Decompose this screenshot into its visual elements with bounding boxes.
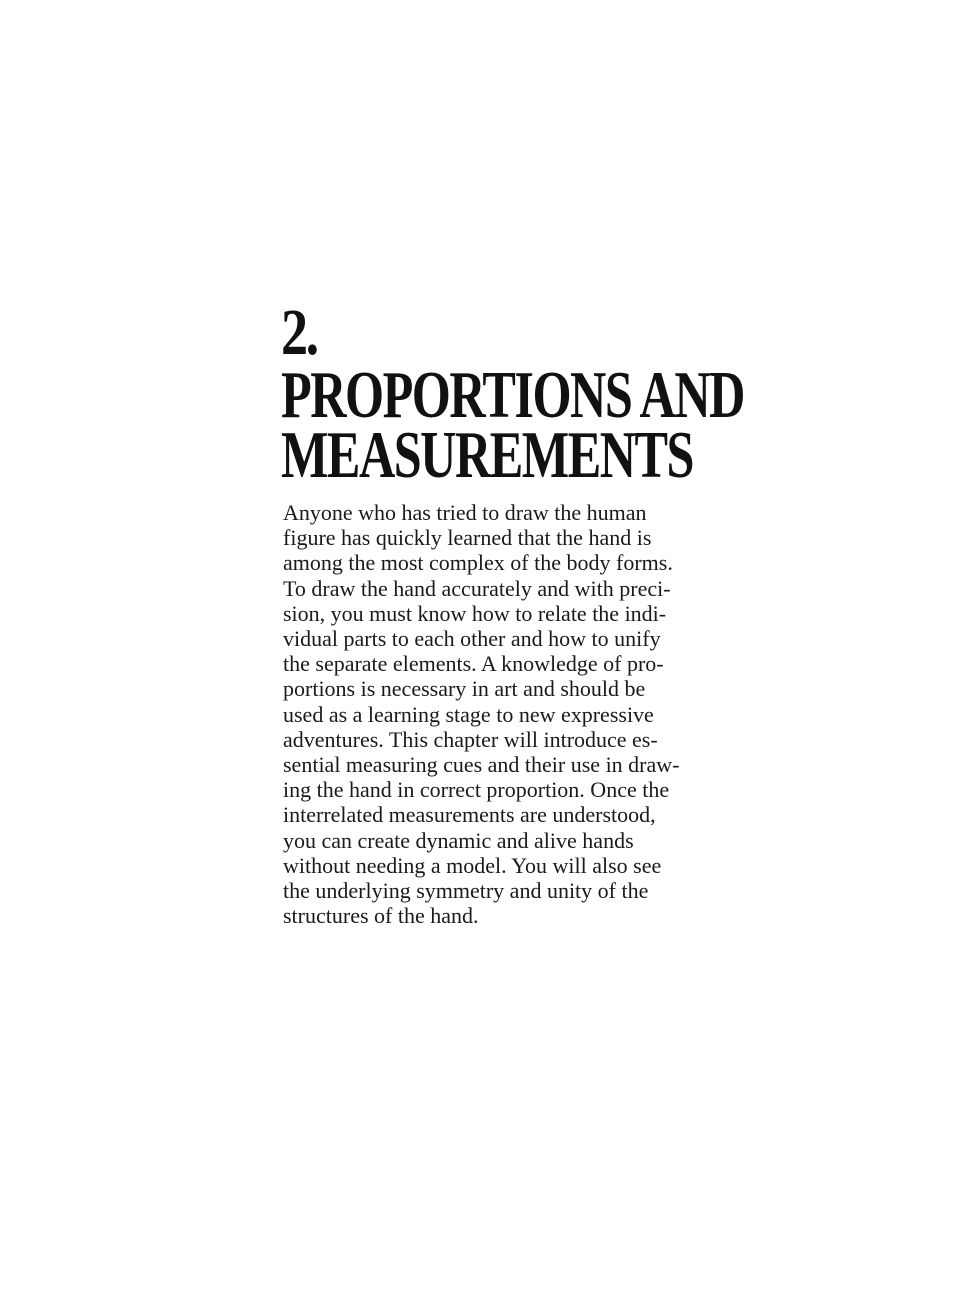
text-line: sential measuring cues and their use in draw- [283,752,680,778]
text-line: To draw the hand accurately and with preci- [283,575,671,601]
text-line: figure has quickly learned that the hand is [283,525,652,551]
text-line: Anyone who has tried to draw the human [283,500,647,525]
text-line: among the most complex of the body forms. [283,550,673,576]
chapter-title-line: PROPORTIONS AND [281,358,744,432]
text-line: without needing a model. You will also see [283,852,662,878]
text-line: portions is necessary in art and should be [283,676,646,702]
chapter-number: 2. [281,296,317,369]
text-line: you can create dynamic and alive hands [283,827,634,853]
text-line: ing the hand in correct proportion. Once the [283,777,670,803]
body-paragraph [283,500,703,928]
text-line: interrelated measurements are understood, [283,802,656,828]
text-line: adventures. This chapter will introduce es- [283,726,658,752]
text-line: sion, you must know how to relate the indi- [283,600,667,626]
text-line: the underlying symmetry and unity of the [283,878,649,904]
chapter-title [281,358,744,492]
text-line: vidual parts to each other and how to unify [283,626,661,652]
text-line: used as a learning stage to new expressive [283,701,654,727]
text-line: the separate elements. A knowledge of pro- [283,651,664,677]
text-line: structures of the hand. [283,903,479,929]
chapter-heading [281,296,744,492]
chapter-title-line: MEASUREMENTS [281,418,693,492]
